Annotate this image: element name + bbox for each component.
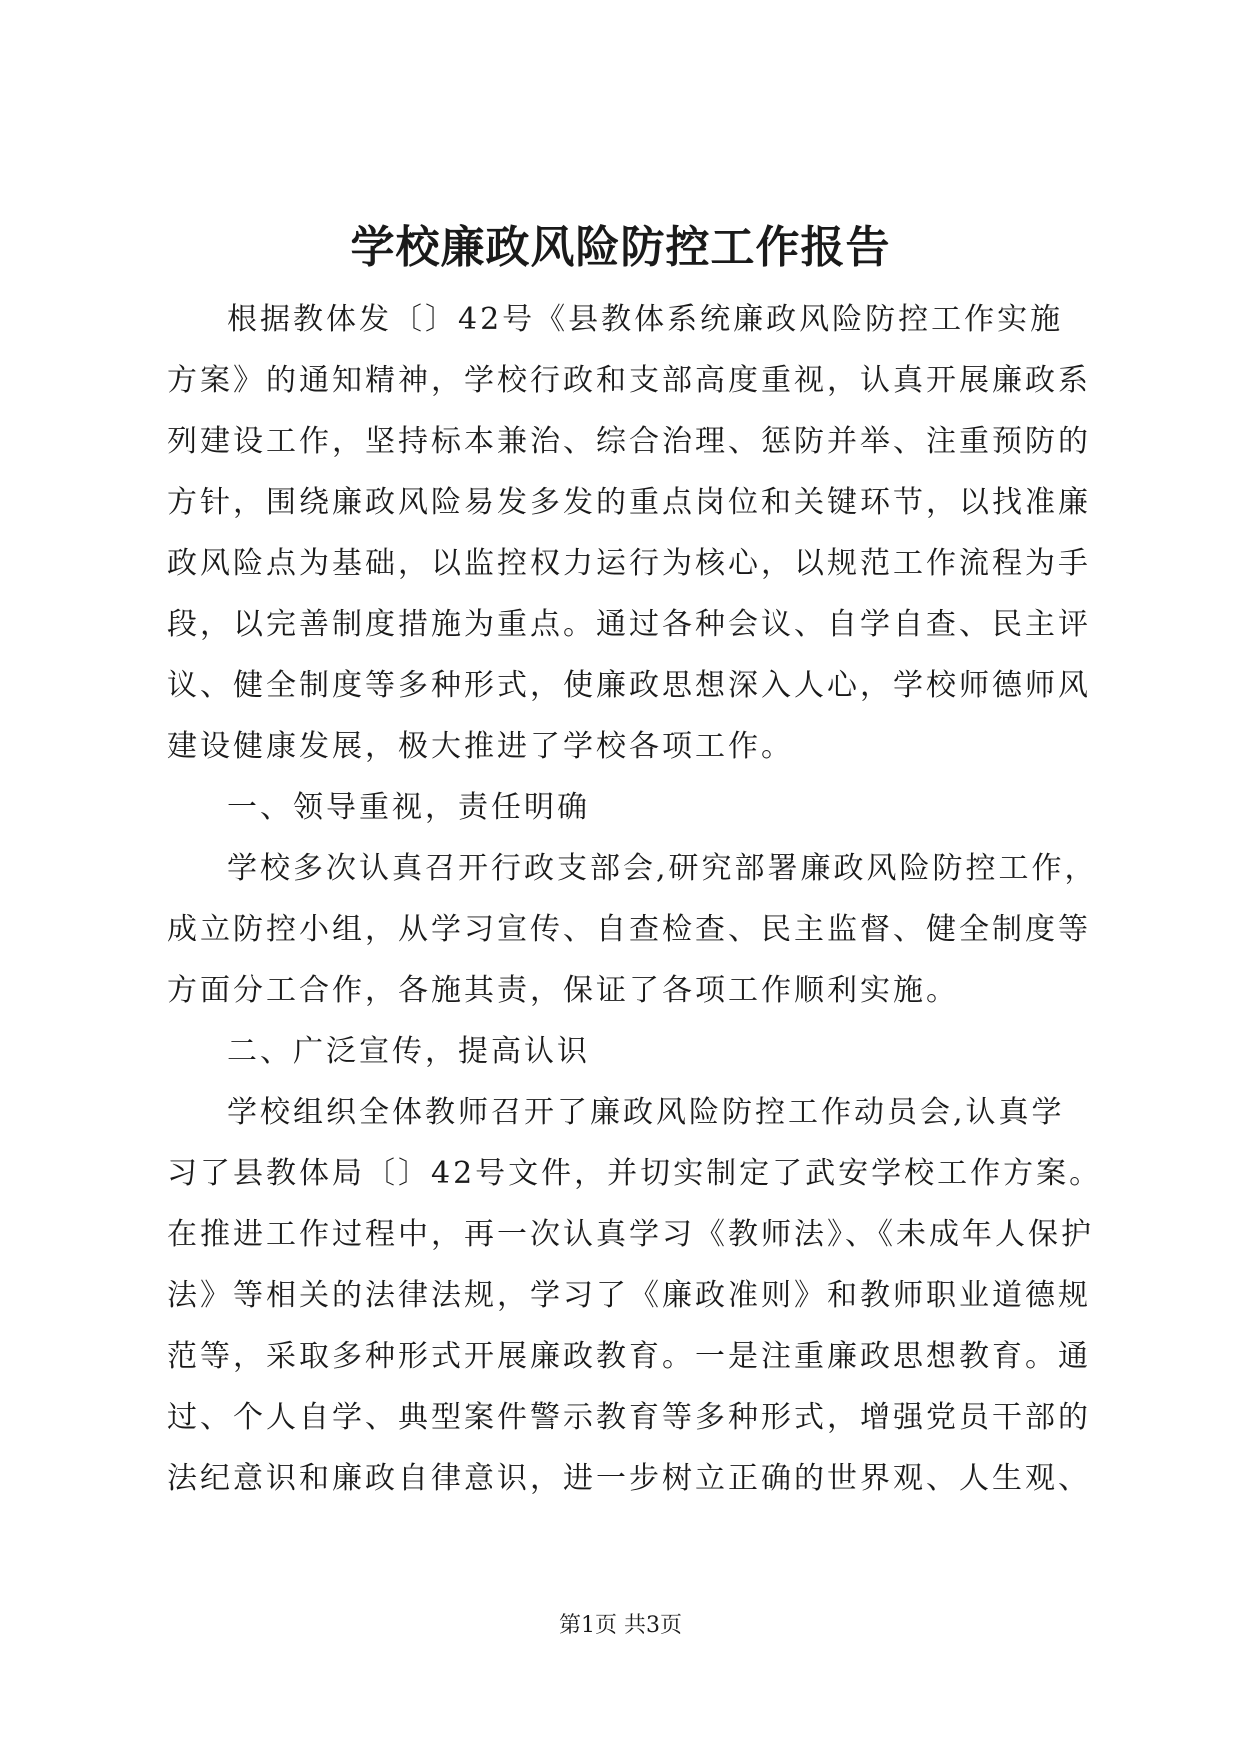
body-line: 方针，围绕廉政风险易发多发的重点岗位和关键环节，以找准廉 (167, 485, 1091, 520)
section-heading: 二、广泛宣传，提高认识 (227, 1034, 590, 1069)
section-heading: 一、领导重视，责任明确 (227, 790, 590, 825)
body-line: 习了县教体局〔〕42号文件，并切实制定了武安学校工作方案。 (167, 1156, 1103, 1191)
body-line: 方面分工合作，各施其责，保证了各项工作顺利实施。 (167, 973, 959, 1008)
body-line: 方案》的通知精神，学校行政和支部高度重视，认真开展廉政系 (167, 363, 1091, 398)
page-footer: 第1页 共3页 (559, 1613, 682, 1638)
body-line: 建设健康发展，极大推进了学校各项工作。 (167, 729, 794, 764)
body-line: 成立防控小组，从学习宣传、自查检查、民主监督、健全制度等 (167, 912, 1091, 947)
body-line: 法纪意识和廉政自律意识，进一步树立正确的世界观、人生观、 (167, 1461, 1091, 1496)
body-line: 法》等相关的法律法规，学习了《廉政准则》和教师职业道德规 (167, 1278, 1091, 1313)
body-line: 过、个人自学、典型案件警示教育等多种形式，增强党员干部的 (167, 1400, 1091, 1435)
body-line: 在推进工作过程中，再一次认真学习《教师法》、《未成年人保护 (167, 1217, 1094, 1252)
body-line: 政风险点为基础，以监控权力运行为核心，以规范工作流程为手 (167, 546, 1091, 581)
body-line: 根据教体发〔〕42号《县教体系统廉政风险防控工作实施 (227, 302, 1064, 337)
body-line: 段，以完善制度措施为重点。通过各种会议、自学自查、民主评 (167, 607, 1091, 642)
body-line: 列建设工作，坚持标本兼治、综合治理、惩防并举、注重预防的 (167, 424, 1091, 459)
body-line: 学校多次认真召开行政支部会,研究部署廉政风险防控工作， (227, 851, 1098, 886)
document-title: 学校廉政风险防控工作报告 (350, 222, 891, 273)
body-line: 范等，采取多种形式开展廉政教育。一是注重廉政思想教育。通 (167, 1339, 1091, 1374)
body-line: 学校组织全体教师召开了廉政风险防控工作动员会,认真学 (227, 1095, 1065, 1130)
body-line: 议、健全制度等多种形式，使廉政思想深入人心，学校师德师风 (167, 668, 1091, 703)
